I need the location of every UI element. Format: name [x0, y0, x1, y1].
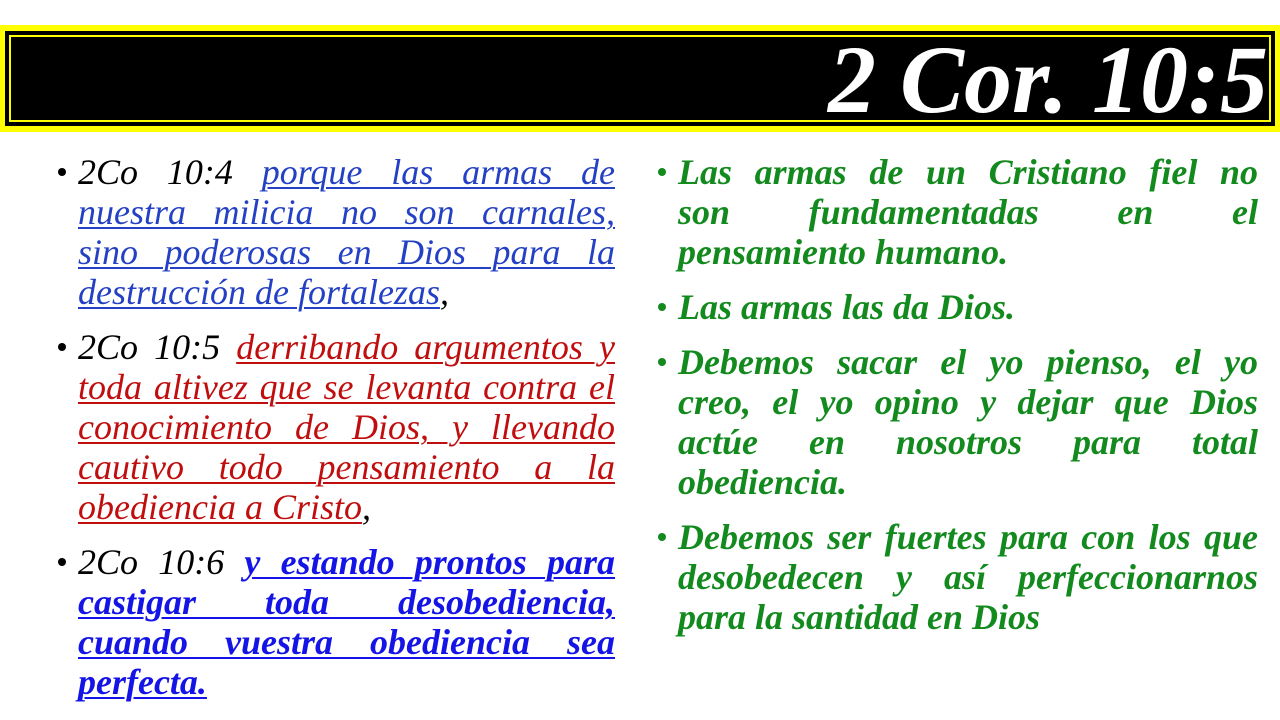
scripture-column — [78, 152, 615, 702]
bullet-icon — [658, 303, 666, 311]
verse-reference: 2Co 10:6 — [78, 542, 225, 582]
text-line — [78, 487, 615, 527]
verse-quote-line: sino poderosas en Dios para la — [78, 232, 615, 272]
verse-quote-line: cautivo todo pensamiento a la — [78, 447, 615, 487]
commentary-bullet — [678, 342, 1258, 502]
commentary-line: obediencia. — [678, 462, 847, 502]
verse-quote-line: y estando prontos para — [244, 542, 616, 582]
text-line — [78, 152, 615, 192]
punctuation: , — [361, 487, 371, 527]
commentary-line: pensamiento humano. — [678, 232, 1009, 272]
commentary-line: desobedecen y así perfeccionarnos — [678, 557, 1258, 597]
commentary-line: creo, el yo opino y dejar que Dios — [678, 382, 1258, 422]
verse-quote-line: obediencia a Cristo — [78, 487, 362, 527]
verse-quote-line: castigar toda desobediencia, — [78, 582, 615, 622]
text-line — [78, 272, 615, 312]
commentary-bullet — [678, 287, 1258, 327]
scripture-bullet — [78, 542, 615, 702]
slide-title: 2 Cor. 10:5 — [827, 26, 1268, 133]
bullet-icon — [658, 168, 666, 176]
commentary-line: Las armas las da Dios. — [678, 287, 1016, 327]
verse-quote-line: destrucción de fortalezas — [78, 272, 440, 312]
title-bar — [0, 25, 1280, 132]
commentary-column — [678, 152, 1258, 637]
verse-quote-line: nuestra milicia no son carnales, — [78, 192, 615, 232]
bullet-icon — [658, 358, 666, 366]
verse-quote-line: derribando argumentos y — [236, 327, 616, 367]
bullet-icon — [58, 343, 66, 351]
verse-quote-line: porque las armas de — [261, 152, 616, 192]
verse-quote-line: cuando vuestra obediencia sea — [78, 622, 615, 662]
bullet-icon — [58, 168, 66, 176]
text-line — [78, 327, 615, 367]
scripture-bullet — [78, 327, 615, 527]
verse-reference: 2Co 10:5 — [78, 327, 221, 367]
commentary-line: Debemos ser fuertes para con los que — [678, 517, 1258, 557]
verse-quote-line: conocimiento de Dios, y llevando — [78, 407, 615, 447]
verse-quote-line: toda altivez que se levanta contra el — [78, 367, 615, 407]
commentary-bullet — [678, 152, 1258, 272]
commentary-line: Debemos sacar el yo pienso, el yo — [678, 342, 1258, 382]
verse-quote-line: perfecta. — [78, 662, 207, 702]
commentary-line: son fundamentadas en el — [678, 192, 1258, 232]
commentary-line: Las armas de un Cristiano fiel no — [678, 152, 1258, 192]
commentary-bullet — [678, 517, 1258, 637]
punctuation: , — [439, 272, 449, 312]
bullet-icon — [58, 558, 66, 566]
verse-reference: 2Co 10:4 — [78, 152, 233, 192]
bullet-icon — [658, 533, 666, 541]
commentary-line: para la santidad en Dios — [678, 597, 1041, 637]
scripture-bullet — [78, 152, 615, 312]
text-line — [78, 542, 615, 582]
commentary-line: actúe en nosotros para total — [678, 422, 1258, 462]
